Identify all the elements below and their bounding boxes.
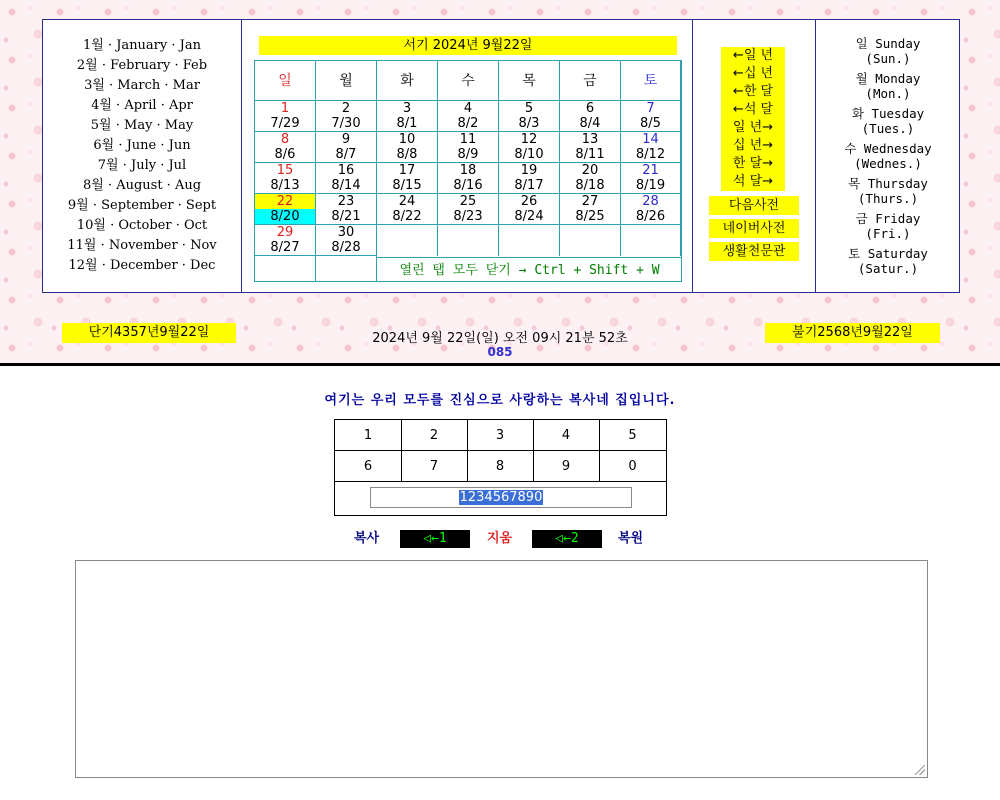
- calendar-day[interactable]: [255, 101, 316, 132]
- calendar-day[interactable]: [438, 163, 499, 194]
- lunar-date: 8/14: [331, 178, 361, 193]
- solar-date: 4: [463, 101, 473, 116]
- month-item[interactable]: 8월 · August · Aug: [82, 178, 202, 193]
- month-item[interactable]: 4월 · April · Apr: [91, 98, 193, 113]
- lunar-date: 8/25: [575, 209, 605, 224]
- solar-date: 24: [398, 194, 416, 209]
- weekday-header: 목: [499, 61, 560, 101]
- lunar-date: [499, 240, 559, 255]
- keypad-key[interactable]: 2: [401, 420, 468, 451]
- solar-date: 14: [642, 132, 659, 147]
- calendar-background: [0, 0, 1000, 363]
- lunar-date: 8/1: [396, 116, 418, 131]
- calendar-day[interactable]: [316, 194, 377, 225]
- lunar-date: [377, 240, 437, 255]
- clipboard-actions: [340, 529, 660, 549]
- nav-button[interactable]: 일 년→: [721, 119, 785, 137]
- calendar-day[interactable]: [560, 194, 621, 225]
- weekday-item: [817, 36, 959, 71]
- solar-date: [499, 225, 559, 240]
- weekday-item: [817, 141, 959, 176]
- calendar-day[interactable]: [316, 101, 377, 132]
- calendar-day[interactable]: [438, 101, 499, 132]
- bulgi-date: 불기2568년9월22일: [765, 323, 940, 343]
- calendar-day: [377, 225, 438, 256]
- month-item[interactable]: 7월 · July · Jul: [97, 158, 187, 173]
- calendar-day: [438, 225, 499, 256]
- solar-date: 25: [459, 194, 477, 209]
- month-item[interactable]: 2월 · February · Feb: [76, 58, 208, 73]
- solar-date: 9: [341, 132, 351, 147]
- weekday-abbr: (Satur.): [857, 261, 919, 276]
- month-item[interactable]: 5월 · May · May: [90, 118, 194, 133]
- weekday-abbr: (Thurs.): [857, 191, 919, 206]
- divider: [692, 20, 693, 292]
- lunar-date: 8/3: [518, 116, 540, 131]
- solar-date: 12: [520, 132, 538, 147]
- keypad-key[interactable]: 0: [599, 451, 666, 482]
- lunar-date: 8/28: [331, 240, 361, 255]
- dictionary-link[interactable]: 생활천문관: [709, 242, 799, 261]
- solar-date: 1: [280, 101, 290, 116]
- lunar-date: [438, 240, 498, 255]
- nav-button[interactable]: ←한 달: [721, 83, 785, 101]
- solar-date: 22: [255, 194, 315, 209]
- calendar-day[interactable]: [255, 163, 316, 194]
- resize-grip-icon[interactable]: [915, 765, 925, 775]
- visit-counter: 085: [487, 345, 513, 359]
- lunar-date: 8/23: [453, 209, 483, 224]
- lunar-date: 8/27: [270, 240, 300, 255]
- calendar-day[interactable]: [438, 194, 499, 225]
- calendar-day[interactable]: [499, 101, 560, 132]
- solar-date: 6: [585, 101, 595, 116]
- empty-cell: [255, 256, 316, 282]
- divider: [241, 20, 242, 292]
- weekday-item: [817, 211, 959, 246]
- keypad-key[interactable]: 3: [467, 420, 534, 451]
- calendar-day[interactable]: [499, 163, 560, 194]
- keypad-key[interactable]: 6: [335, 451, 402, 482]
- calendar-day[interactable]: [499, 132, 560, 163]
- erase-button[interactable]: 지움: [487, 531, 513, 546]
- month-list: [43, 36, 241, 276]
- solar-date: 10: [398, 132, 416, 147]
- weekday-header: 일: [255, 61, 316, 101]
- calendar-day[interactable]: [377, 194, 438, 225]
- calendar-day[interactable]: [621, 163, 681, 194]
- calendar-nav: [721, 47, 785, 191]
- lunar-date: 8/7: [335, 147, 357, 162]
- calendar-day[interactable]: [377, 163, 438, 194]
- nav-button[interactable]: ←석 달: [721, 101, 785, 119]
- weekday-item: [817, 106, 959, 141]
- lunar-date: 8/20: [255, 209, 315, 224]
- weekday-name: 수 Wednesday: [844, 141, 932, 156]
- lunar-date: 8/22: [392, 209, 422, 224]
- dictionary-link[interactable]: 다음사전: [709, 196, 799, 215]
- weekday-header: 토: [621, 61, 681, 101]
- lunar-date: 8/19: [635, 178, 666, 193]
- nav-button[interactable]: 한 달→: [721, 155, 785, 173]
- month-item[interactable]: 6월 · June · Jun: [93, 138, 191, 153]
- weekday-abbr: (Tues.): [861, 121, 915, 136]
- calendar-day[interactable]: [560, 101, 621, 132]
- weekday-name: 토 Saturday: [848, 246, 928, 261]
- calendar-day[interactable]: [377, 101, 438, 132]
- calendar-day[interactable]: [621, 101, 681, 132]
- solar-date: [377, 225, 437, 240]
- month-item[interactable]: 12월 · December · Dec: [68, 258, 216, 273]
- lunar-date: [621, 240, 680, 255]
- solar-date: 16: [337, 163, 355, 178]
- solar-date: 21: [642, 163, 659, 178]
- solar-date: 29: [276, 225, 294, 240]
- number-input[interactable]: [370, 487, 632, 508]
- welcome-message: 여기는 우리 모두를 진심으로 사랑하는 복사네 집입니다.: [324, 393, 676, 408]
- calendar-day[interactable]: [255, 194, 316, 225]
- calendar-day[interactable]: [438, 132, 499, 163]
- calendar-day: [499, 225, 560, 256]
- solar-date: 18: [459, 163, 477, 178]
- weekday-item: [817, 71, 959, 106]
- copy-button[interactable]: 복사: [354, 531, 380, 546]
- weekday-abbr: (Mon.): [865, 86, 911, 101]
- lunar-date: 8/17: [514, 178, 544, 193]
- lunar-date: 8/15: [392, 178, 422, 193]
- solar-date: 23: [337, 194, 355, 209]
- calendar-day[interactable]: [560, 163, 621, 194]
- dictionary-links: [709, 196, 799, 265]
- slot-2-display: ◁←2: [532, 530, 602, 548]
- calendar-grid: [254, 60, 682, 282]
- calendar-frame: [42, 19, 960, 293]
- lunar-date: [560, 240, 620, 255]
- solar-date: [438, 225, 498, 240]
- weekday-abbr: (Wednes.): [854, 156, 922, 171]
- weekday-name: 월 Monday: [855, 71, 921, 86]
- weekday-name: 화 Tuesday: [851, 106, 925, 121]
- calendar-day[interactable]: [377, 132, 438, 163]
- lunar-date: 8/6: [274, 147, 296, 162]
- number-input-value: 1234567890: [459, 490, 543, 505]
- solar-date: 30: [337, 225, 355, 240]
- weekday-header: 월: [316, 61, 377, 101]
- shortcut-hint: 열린 탭 모두 닫기 → Ctrl + Shift + W: [377, 257, 682, 282]
- keypad-key[interactable]: 1: [335, 420, 402, 451]
- lunar-date: 8/2: [457, 116, 479, 131]
- solar-date: 11: [459, 132, 477, 147]
- calendar-day[interactable]: [560, 132, 621, 163]
- solar-date: 26: [520, 194, 538, 209]
- solar-date: 27: [581, 194, 599, 209]
- keypad-key[interactable]: 4: [533, 420, 600, 451]
- weekday-name: 목 Thursday: [848, 176, 928, 191]
- lunar-date: 8/18: [575, 178, 605, 193]
- month-item[interactable]: 10월 · October · Oct: [76, 218, 208, 233]
- section-divider: [0, 363, 1000, 366]
- current-datetime: 2024년 9월 22일(일) 오전 09시 21분 52초: [372, 331, 628, 346]
- keypad-key[interactable]: 7: [401, 451, 468, 482]
- slot-1-display: ◁←1: [400, 530, 470, 548]
- weekday-header: 금: [560, 61, 621, 101]
- solar-date: [621, 225, 680, 240]
- calendar-day[interactable]: [316, 132, 377, 163]
- calendar-day[interactable]: [255, 132, 316, 163]
- lunar-date: 8/21: [331, 209, 361, 224]
- nav-button[interactable]: ←일 년: [721, 47, 785, 65]
- calendar-day[interactable]: [255, 225, 316, 256]
- solar-date: 17: [398, 163, 416, 178]
- solar-date: 8: [280, 132, 290, 147]
- calendar-day[interactable]: [316, 163, 377, 194]
- nav-button[interactable]: 석 달→: [721, 173, 785, 191]
- weekday-header: 수: [438, 61, 499, 101]
- lunar-date: 8/9: [457, 147, 479, 162]
- calendar-day[interactable]: [621, 194, 681, 225]
- weekday-name: 금 Friday: [855, 211, 921, 226]
- solar-date: 7: [646, 101, 655, 116]
- lunar-date: 8/13: [270, 178, 300, 193]
- weekday-abbr: (Fri.): [865, 226, 911, 241]
- solar-date: 2: [341, 101, 351, 116]
- lunar-date: 8/16: [453, 178, 483, 193]
- empty-cell: [316, 256, 377, 282]
- solar-date: [560, 225, 620, 240]
- keypad-key[interactable]: 9: [533, 451, 600, 482]
- month-item[interactable]: 9월 · September · Sept: [67, 198, 217, 213]
- keypad-key[interactable]: 5: [599, 420, 666, 451]
- weekday-list: [817, 36, 959, 281]
- lunar-date: 8/5: [640, 116, 661, 131]
- text-area[interactable]: [75, 560, 928, 778]
- dangi-date: 단기4357년9월22일: [62, 323, 236, 343]
- solar-date: 15: [276, 163, 294, 178]
- solar-date: 3: [402, 101, 412, 116]
- number-keypad: [334, 419, 667, 516]
- lunar-date: 7/29: [270, 116, 300, 131]
- lunar-date: 8/8: [396, 147, 418, 162]
- solar-date: 19: [520, 163, 538, 178]
- restore-button[interactable]: 복원: [618, 531, 644, 546]
- keypad-key[interactable]: 8: [467, 451, 534, 482]
- solar-date: 5: [524, 101, 534, 116]
- dictionary-link[interactable]: 네이버사전: [709, 219, 799, 238]
- nav-button[interactable]: 십 년→: [721, 137, 785, 155]
- weekday-item: [817, 246, 959, 281]
- lunar-date: 8/10: [514, 147, 544, 162]
- lunar-date: 8/11: [575, 147, 605, 162]
- divider: [815, 20, 816, 292]
- weekday-header: 화: [377, 61, 438, 101]
- weekday-item: [817, 176, 959, 211]
- weekday-name: 일 Sunday: [855, 36, 921, 51]
- solar-date: 28: [642, 194, 659, 209]
- calendar-day[interactable]: [499, 194, 560, 225]
- month-item[interactable]: 11월 · November · Nov: [67, 238, 217, 253]
- calendar-day: [621, 225, 681, 256]
- calendar-day: [560, 225, 621, 256]
- lunar-date: 7/30: [331, 116, 361, 131]
- lunar-date: 8/12: [635, 147, 666, 162]
- calendar-day[interactable]: [316, 225, 377, 256]
- calendar-day[interactable]: [621, 132, 681, 163]
- month-item[interactable]: 1월 · January · Jan: [83, 38, 201, 53]
- lunar-date: 8/24: [514, 209, 544, 224]
- month-item[interactable]: 3월 · March · Mar: [84, 78, 200, 93]
- solar-date: 20: [581, 163, 599, 178]
- lunar-date: 8/4: [579, 116, 601, 131]
- nav-button[interactable]: ←십 년: [721, 65, 785, 83]
- lunar-date: 8/26: [635, 209, 666, 224]
- calendar-title: 서기 2024년 9월22일: [259, 36, 677, 55]
- solar-date: 13: [581, 132, 599, 147]
- weekday-abbr: (Sun.): [865, 51, 911, 66]
